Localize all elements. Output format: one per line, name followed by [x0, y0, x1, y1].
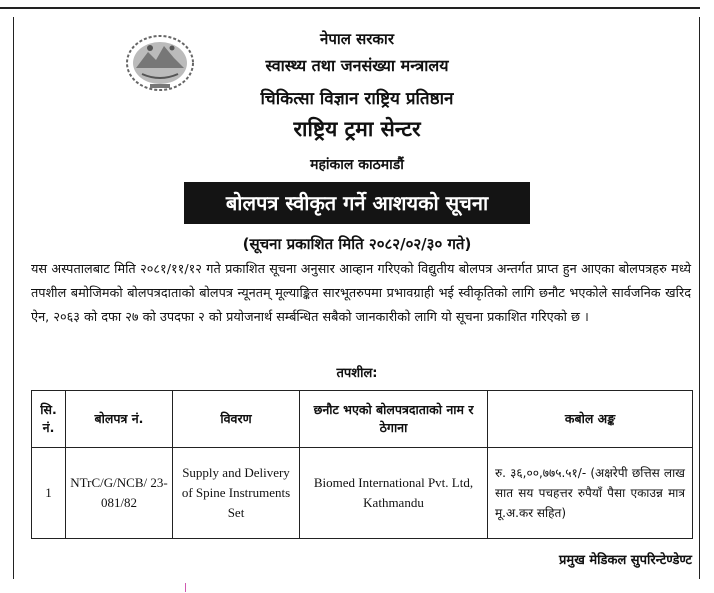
- header-amount: कबोल अङ्क: [488, 391, 693, 448]
- location: महांकाल काठमाडौं: [310, 157, 404, 173]
- details-heading: तपशील:: [336, 366, 378, 381]
- institute-name: चिकित्सा विज्ञान राष्ट्रिय प्रतिष्ठान: [260, 89, 454, 109]
- cell-sn: 1: [32, 448, 66, 539]
- award-table: [31, 390, 693, 539]
- ministry-name: स्वास्थ्य तथा जनसंख्या मन्त्रालय: [265, 56, 449, 75]
- cell-amount: रु. ३६,००,७७५.५१/- (अक्षरेपी छत्तिस लाख सात सय पचहत्तर रुपैयाँ पैसा एकाउन्न मात्र मू.अ.कर सहित): [488, 448, 693, 539]
- table-row: [32, 448, 693, 539]
- cell-bidder: Biomed International Pvt. Ltd, Kathmandu: [300, 448, 488, 539]
- header-description: विवरण: [173, 391, 300, 448]
- notice-body: यस अस्पतालबाट मिति २०८१/११/१२ गते प्रकाशित सूचना अनुसार आव्हान गरिएको विद्युतीय बोलपत्र अन्तर्गत प्राप्त हुन आएका बोलपत्रहरु मध्ये तपशील बमोजिमको बोलपत्रदाताको बोलपत्र न्यूनतम् मूल्याङ्कित सारभूतरुपमा प्रभावग्राही भई स्वीकृतिको लागि छनौट भएकोले सार्वजनिक खरिद ऐन, २०६३ को दफा २७ को उपदफा २ को प्रयोजनार्थ सर्म्बन्धित सबैको जानकारीको लागि यो सूचना प्रकाशित गरिएको छ ।: [31, 262, 691, 325]
- cell-bid-no: NTrC/G/NCB/ 23-081/82: [66, 448, 173, 539]
- publish-date: (सूचना प्रकाशित मिति २०८२/०२/३० गते): [242, 235, 472, 253]
- cell-description: Supply and Delivery of Spine Instruments Set: [173, 448, 300, 539]
- notice-title: बोलपत्र स्वीकृत गर्ने आशयको सूचना: [184, 182, 530, 224]
- header-bidder: छनौट भएको बोलपत्रदाताको नाम र ठेगाना: [300, 391, 488, 448]
- center-name: राष्ट्रिय ट्रमा सेन्टर: [293, 117, 421, 141]
- table-header-row: [32, 391, 693, 448]
- header-bid-no: बोलपत्र नं.: [66, 391, 173, 448]
- margin-mark: [185, 583, 186, 592]
- top-rule: [0, 7, 700, 9]
- government-name: नेपाल सरकार: [320, 30, 394, 48]
- header-sn: सि. नं.: [32, 391, 66, 448]
- signatory: प्रमुख मेडिकल सुपरिन्टेण्डेण्ट: [559, 553, 692, 568]
